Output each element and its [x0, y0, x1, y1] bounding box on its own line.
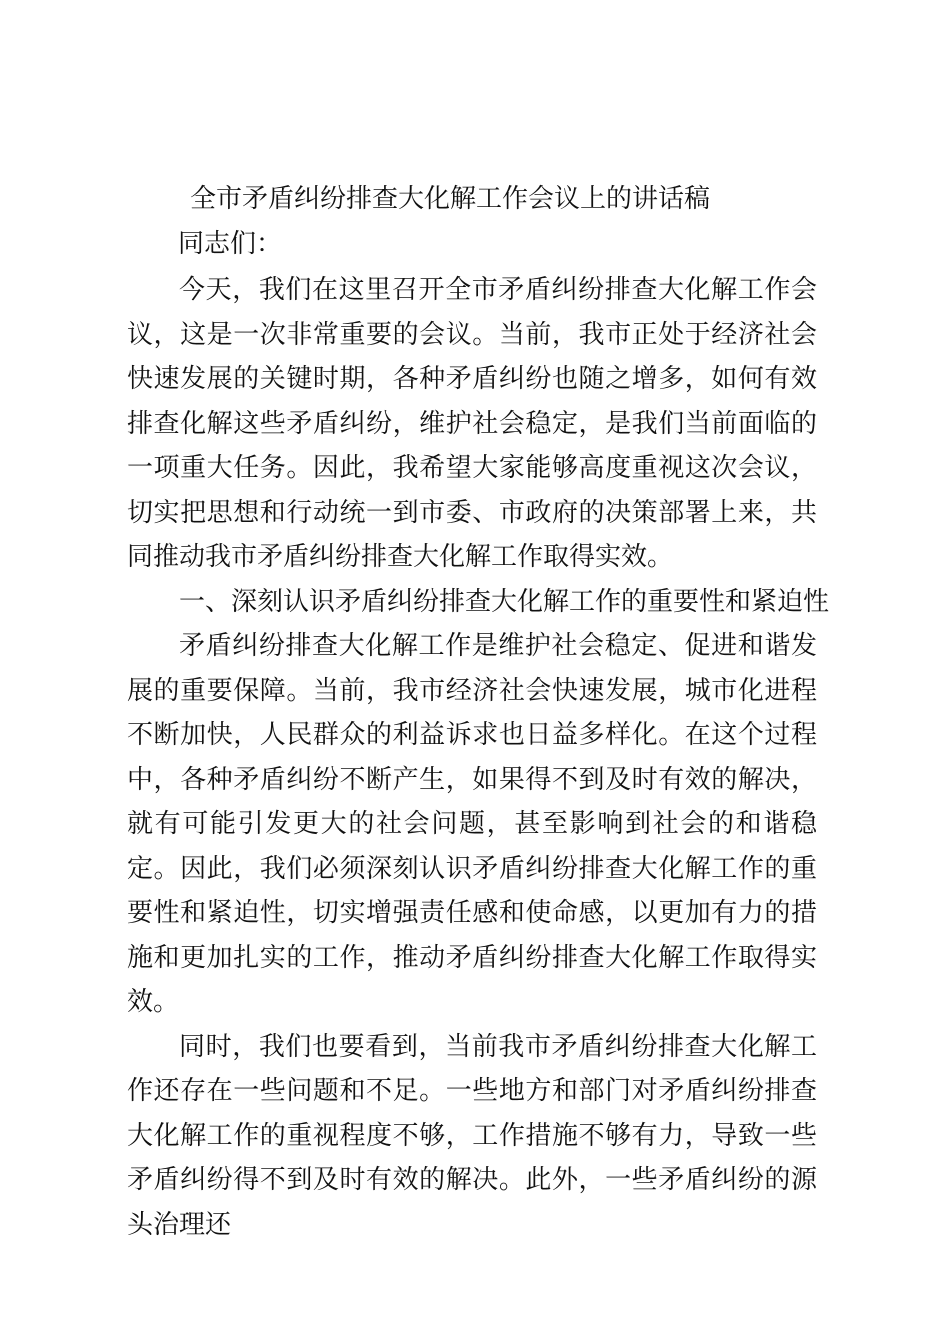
paragraph-section1-2: 同时，我们也要看到，当前我市矛盾纠纷排查大化解工作还存在一些问题和不足。一些地方和部门对矛盾纠纷排查大化解工作的重视程度不够，工作措施不够有力，导致一些矛盾纠纷得不到及时有效的解决。此外，一些矛盾纠纷的源头治理还 — [127, 1031, 817, 1240]
paragraph-section1-1: 矛盾纠纷排查大化解工作是维护社会稳定、促进和谐发展的重要保障。当前，我市经济社会快速发展，城市化进程不断加快，人民群众的利益诉求也日益多样化。在这个过程中，各种矛盾纠纷不断产生，如果得不到及时有效的解决，就有可能引发更大的社会问题，甚至影响到社会的和谐稳定。因此，我们必须深刻认识矛盾纠纷排查大化解工作的重要性和紧迫性，切实增强责任感和使命感，以更加有力的措施和更加扎实的工作，推动矛盾纠纷排查大化解工作取得实效。 — [127, 631, 817, 1017]
paragraph-opening: 今天，我们在这里召开全市矛盾纠纷排查大化解工作会议，这是一次非常重要的会议。当前，我市正处于经济社会快速发展的关键时期，各种矛盾纠纷也随之增多，如何有效排查化解这些矛盾纠纷，维护社会稳定，是我们当前面临的一项重大任务。因此，我希望大家能够高度重视这次会议，切实把思想和行动统一到市委、市政府的决策部署上来，共同推动我市矛盾纠纷排查大化解工作取得实效。 — [127, 275, 817, 572]
section-heading-1: 一、深刻认识矛盾纠纷排查大化解工作的重要性和紧迫性 — [179, 586, 830, 617]
document-title: 全市矛盾纠纷排查大化解工作会议上的讲话稿 — [190, 184, 711, 214]
salutation: 同志们： — [178, 229, 283, 259]
document-body — [127, 268, 830, 1247]
